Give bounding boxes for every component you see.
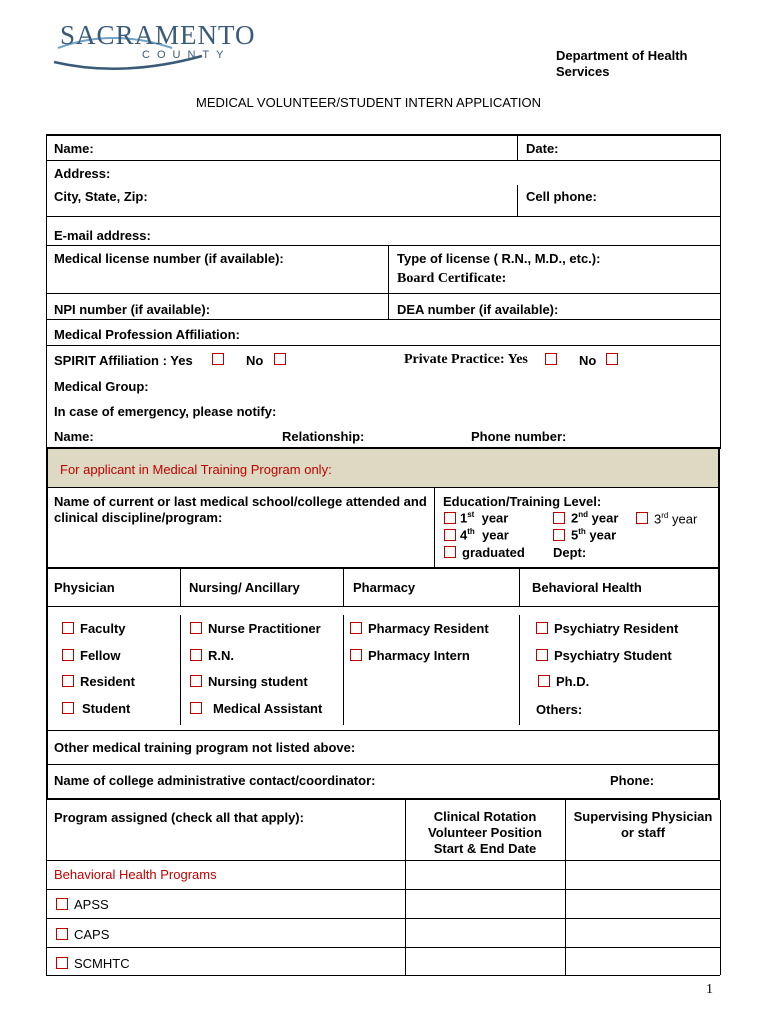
nursing-student-label: Nursing student (208, 674, 308, 689)
year3-checkbox[interactable] (636, 512, 648, 524)
private-no-label: No (579, 353, 597, 368)
pharmacy-resident-label: Pharmacy Resident (368, 621, 489, 636)
private-yes-checkbox[interactable] (545, 353, 557, 365)
resident-checkbox[interactable] (62, 675, 74, 687)
department-name: Department of Health Services (556, 48, 688, 79)
scmhtc-checkbox[interactable] (56, 957, 68, 969)
spirit-yes-checkbox[interactable] (212, 353, 224, 365)
coordinator-phone-label: Phone: (610, 773, 655, 788)
date-label: Date: (526, 141, 559, 156)
graduated-checkbox[interactable] (444, 546, 456, 558)
rn-checkbox[interactable] (190, 649, 202, 661)
clinical-rotation-header: Clinical Rotation Volunteer Position Start & End Date (428, 809, 542, 856)
emergency-relationship-label: Relationship: (282, 429, 365, 444)
medical-group-label: Medical Group: (54, 379, 149, 394)
fellow-checkbox[interactable] (62, 649, 74, 661)
year4-label: 4th year (460, 527, 509, 543)
faculty-label: Faculty (80, 621, 126, 636)
dept-label: Dept: (553, 545, 587, 560)
city-state-zip-label: City, State, Zip: (54, 189, 148, 204)
apss-checkbox[interactable] (56, 898, 68, 910)
fellow-label: Fellow (80, 648, 121, 663)
medical-assistant-label: Medical Assistant (213, 701, 323, 716)
education-level-label: Education/Training Level: (443, 494, 602, 509)
pharmacy-header: Pharmacy (353, 580, 416, 595)
phd-label: Ph.D. (556, 674, 590, 689)
affiliation-label: Medical Profession Affiliation: (54, 327, 240, 342)
scmhtc-label: SCMHTC (74, 956, 130, 971)
emergency-label: In case of emergency, please notify: (54, 404, 277, 419)
page-title: MEDICAL VOLUNTEER/STUDENT INTERN APPLICATION (196, 95, 542, 110)
student-label: Student (82, 701, 131, 716)
board-certificate-label: Board Certificate: (397, 271, 507, 286)
logo-text: SACRAMENTO (60, 20, 256, 50)
year5-label: 5th year (571, 527, 617, 543)
email-label: E-mail address: (54, 228, 151, 243)
private-practice-label: Private Practice: Yes (404, 352, 528, 367)
training-banner-text: For applicant in Medical Training Program only: (60, 462, 332, 477)
address-label: Address: (54, 166, 111, 181)
caps-checkbox[interactable] (56, 928, 68, 940)
npi-label: NPI number (if available): (54, 302, 211, 317)
year2-checkbox[interactable] (553, 512, 565, 524)
pharmacy-resident-checkbox[interactable] (350, 622, 362, 634)
other-program-label: Other medical training program not listed above: (54, 740, 356, 755)
physician-header: Physician (54, 580, 115, 595)
nurse-practitioner-checkbox[interactable] (190, 622, 202, 634)
spirit-no-label: No (246, 353, 264, 368)
year3-label: 3rd year (654, 511, 698, 527)
coordinator-label: Name of college administrative contact/coordinator: (54, 773, 376, 788)
emergency-phone-label: Phone number: (471, 429, 567, 444)
spirit-no-checkbox[interactable] (274, 353, 286, 365)
spirit-label: SPIRIT Affiliation : Yes (54, 353, 193, 368)
year5-checkbox[interactable] (553, 529, 565, 541)
nursing-header: Nursing/ Ancillary (189, 580, 300, 595)
emergency-name-label: Name: (54, 429, 94, 444)
graduated-label: graduated (462, 545, 525, 560)
medical-assistant-checkbox[interactable] (190, 702, 202, 714)
cell-phone-label: Cell phone: (526, 189, 597, 204)
nursing-student-checkbox[interactable] (190, 675, 202, 687)
dea-label: DEA number (if available): (397, 302, 559, 317)
year1-label: 1st year (460, 510, 509, 526)
name-label: Name: (54, 141, 94, 156)
private-no-checkbox[interactable] (606, 353, 618, 365)
county-logo (52, 18, 256, 70)
supervising-header: Supervising Physician or staff (573, 809, 713, 840)
program-assigned-label: Program assigned (check all that apply): (54, 810, 304, 825)
resident-label: Resident (80, 674, 135, 689)
rn-label: R.N. (208, 648, 234, 663)
others-label: Others: (536, 702, 583, 717)
pharmacy-intern-label: Pharmacy Intern (368, 648, 470, 663)
license-type-label: Type of license ( R.N., M.D., etc.): (397, 251, 601, 266)
year2-label: 2nd year (571, 510, 619, 526)
psychiatry-resident-label: Psychiatry Resident (554, 621, 679, 636)
faculty-checkbox[interactable] (62, 622, 74, 634)
psychiatry-resident-checkbox[interactable] (536, 622, 548, 634)
behavioral-programs-header: Behavioral Health Programs (54, 867, 217, 882)
caps-label: CAPS (74, 927, 110, 942)
student-checkbox[interactable] (62, 702, 74, 714)
year4-checkbox[interactable] (444, 529, 456, 541)
psychiatry-student-label: Psychiatry Student (554, 648, 672, 663)
phd-checkbox[interactable] (538, 675, 550, 687)
apss-label: APSS (74, 897, 109, 912)
behavioral-header: Behavioral Health (532, 580, 642, 595)
logo-subtext: COUNTY (142, 49, 231, 61)
license-label: Medical license number (if available): (54, 251, 284, 266)
school-label: Name of current or last medical school/college attended and clinical discipline/program: (54, 494, 427, 525)
page-number: 1 (706, 982, 713, 997)
year1-checkbox[interactable] (444, 512, 456, 524)
pharmacy-intern-checkbox[interactable] (350, 649, 362, 661)
nurse-practitioner-label: Nurse Practitioner (208, 621, 321, 636)
psychiatry-student-checkbox[interactable] (536, 649, 548, 661)
